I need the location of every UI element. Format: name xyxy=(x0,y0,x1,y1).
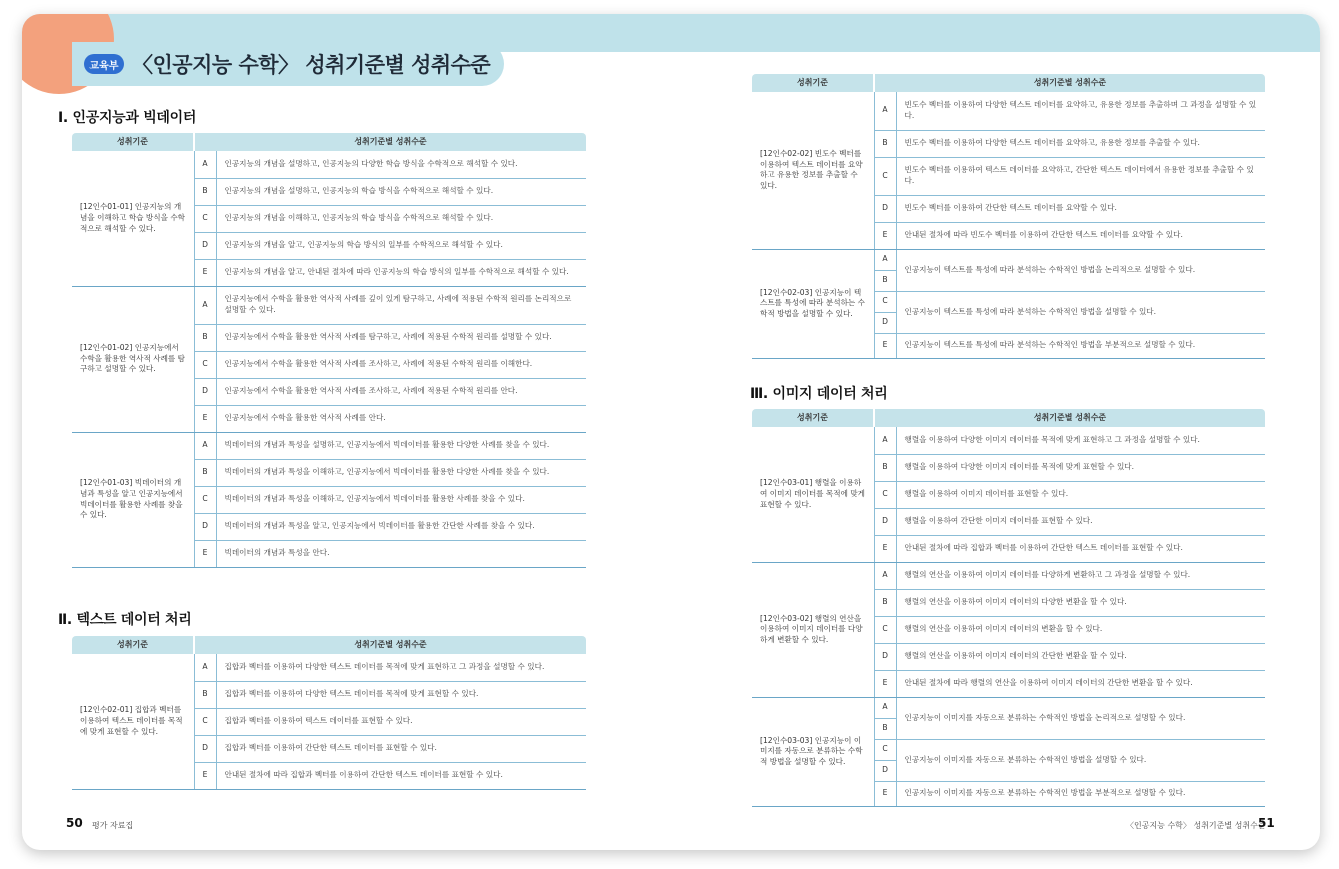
level-grade: E xyxy=(194,762,216,789)
level-grade: B xyxy=(194,681,216,708)
level-grade: E xyxy=(874,535,896,562)
level-grade: D xyxy=(194,513,216,540)
table-row xyxy=(752,697,1265,718)
level-description: 안내된 절차에 따라 집합과 벡터를 이용하여 간단한 텍스트 데이터를 표현할 수 있다. xyxy=(216,762,586,789)
level-description: 인공지능의 개념을 알고, 안내된 절차에 따라 인공지능의 학습 방식의 일부를 수학적으로 해석할 수 있다. xyxy=(216,259,586,286)
table-row xyxy=(72,432,586,459)
level-description: 인공지능의 개념을 설명하고, 인공지능의 다양한 학습 방식을 수학적으로 해석할 수 있다. xyxy=(216,151,586,178)
level-grade: A xyxy=(874,697,896,718)
level-grade: A xyxy=(874,92,896,130)
level-grade: B xyxy=(874,718,896,739)
level-description: 행렬의 연산을 이용하여 이미지 데이터의 간단한 변환을 할 수 있다. xyxy=(896,643,1265,670)
col-header-level: 성취기준별 성취수준 xyxy=(194,636,586,654)
level-grade: B xyxy=(874,589,896,616)
level-grade: B xyxy=(874,130,896,157)
level-description: 집합과 벡터를 이용하여 다양한 텍스트 데이터를 목적에 맞게 표현할 수 있다. xyxy=(216,681,586,708)
ministry-badge: 교육부 xyxy=(84,54,124,74)
col-header-level: 성취기준별 성취수준 xyxy=(194,133,586,151)
level-grade: C xyxy=(874,481,896,508)
col-header-level: 성취기준별 성취수준 xyxy=(874,409,1265,427)
level-description: 빅데이터의 개념과 특성을 이해하고, 인공지능에서 빅데이터를 활용한 사례를 찾을 수 있다. xyxy=(216,486,586,513)
table-row xyxy=(752,427,1265,454)
level-description: 빅데이터의 개념과 특성을 안다. xyxy=(216,540,586,567)
level-description: 빈도수 벡터를 이용하여 다양한 텍스트 데이터를 요약하고, 유용한 정보를 추출할 수 있다. xyxy=(896,130,1265,157)
standard-cell: [12인수03-02] 행렬의 연산을 이용하여 이미지 데이터를 다양하게 변환할 수 있다. xyxy=(752,562,874,697)
level-grade: E xyxy=(194,405,216,432)
level-grade: C xyxy=(194,351,216,378)
section-title-1: Ⅰ. 인공지능과 빅데이터 xyxy=(58,110,197,126)
table-section-3 xyxy=(752,409,1265,807)
level-description: 인공지능에서 수학을 활용한 역사적 사례를 조사하고, 사례에 적용된 수학적 원리를 이해한다. xyxy=(216,351,586,378)
level-description: 행렬을 이용하여 다양한 이미지 데이터를 목적에 맞게 표현할 수 있다. xyxy=(896,454,1265,481)
level-grade: A xyxy=(874,562,896,589)
level-description: 행렬의 연산을 이용하여 이미지 데이터의 다양한 변환을 할 수 있다. xyxy=(896,589,1265,616)
table-row xyxy=(72,286,586,324)
col-header-standard: 성취기준 xyxy=(72,636,194,654)
table-row xyxy=(752,92,1265,130)
level-description: 행렬의 연산을 이용하여 이미지 데이터를 다양하게 변환하고 그 과정을 설명할 수 있다. xyxy=(896,562,1265,589)
level-description: 행렬을 이용하여 간단한 이미지 데이터를 표현할 수 있다. xyxy=(896,508,1265,535)
level-description: 빅데이터의 개념과 특성을 이해하고, 인공지능에서 빅데이터를 활용한 다양한 사례를 찾을 수 있다. xyxy=(216,459,586,486)
level-description: 인공지능의 개념을 이해하고, 인공지능의 학습 방식을 수학적으로 해석할 수 있다. xyxy=(216,205,586,232)
table-section-2a xyxy=(72,636,586,790)
level-description: 인공지능에서 수학을 활용한 역사적 사례를 탐구하고, 사례에 적용된 수학적 원리를 설명할 수 있다. xyxy=(216,324,586,351)
level-grade: E xyxy=(874,333,896,358)
page-title: 〈인공지능 수학〉 성취기준별 성취수준 xyxy=(132,53,491,77)
level-grade: B xyxy=(874,454,896,481)
level-description: 인공지능의 개념을 설명하고, 인공지능의 학습 방식을 수학적으로 해석할 수 있다. xyxy=(216,178,586,205)
level-description: 행렬을 이용하여 이미지 데이터를 표현할 수 있다. xyxy=(896,481,1265,508)
level-description: 인공지능이 텍스트를 특성에 따라 분석하는 수학적인 방법을 설명할 수 있다. xyxy=(896,291,1265,333)
col-header-level: 성취기준별 성취수준 xyxy=(874,74,1265,92)
level-description: 인공지능이 텍스트를 특성에 따라 분석하는 수학적인 방법을 논리적으로 설명할 수 있다. xyxy=(896,249,1265,291)
level-grade: E xyxy=(194,259,216,286)
level-description: 집합과 벡터를 이용하여 다양한 텍스트 데이터를 목적에 맞게 표현하고 그 과정을 설명할 수 있다. xyxy=(216,654,586,681)
level-grade: E xyxy=(874,781,896,806)
level-grade: C xyxy=(194,205,216,232)
table-row xyxy=(72,151,586,178)
page-number-right: 51 xyxy=(1258,816,1275,830)
level-description: 집합과 벡터를 이용하여 텍스트 데이터를 표현할 수 있다. xyxy=(216,708,586,735)
level-grade: C xyxy=(874,739,896,760)
level-grade: C xyxy=(874,616,896,643)
footer-left-text: 평가 자료집 xyxy=(92,821,134,830)
level-grade: B xyxy=(194,178,216,205)
standard-cell: [12인수03-01] 행렬을 이용하여 이미지 데이터를 목적에 맞게 표현할 수 있다. xyxy=(752,427,874,562)
level-grade: D xyxy=(194,735,216,762)
level-grade: D xyxy=(194,378,216,405)
level-description: 인공지능의 개념을 알고, 인공지능의 학습 방식의 일부를 수학적으로 해석할 수 있다. xyxy=(216,232,586,259)
level-description: 인공지능이 텍스트를 특성에 따라 분석하는 수학적인 방법을 부분적으로 설명할 수 있다. xyxy=(896,333,1265,358)
standard-cell: [12인수01-01] 인공지능의 개념을 이해하고 학습 방식을 수학적으로 해석할 수 있다. xyxy=(72,151,194,286)
level-grade: D xyxy=(194,232,216,259)
footer-right-text: 〈인공지능 수학〉 성취기준별 성취수준 xyxy=(1126,821,1266,830)
section-title-3: Ⅲ. 이미지 데이터 처리 xyxy=(750,386,888,402)
level-grade: C xyxy=(194,486,216,513)
level-description: 빅데이터의 개념과 특성을 설명하고, 인공지능에서 빅데이터를 활용한 다양한 사례를 찾을 수 있다. xyxy=(216,432,586,459)
level-grade: E xyxy=(194,540,216,567)
level-description: 안내된 절차에 따라 집합과 벡터를 이용하여 간단한 텍스트 데이터를 표현할 수 있다. xyxy=(896,535,1265,562)
level-description: 빈도수 벡터를 이용하여 텍스트 데이터를 요약하고, 간단한 텍스트 데이터에서 유용한 정보를 추출할 수 있다. xyxy=(896,157,1265,195)
level-grade: D xyxy=(874,643,896,670)
level-description: 인공지능에서 수학을 활용한 역사적 사례를 깊이 있게 탐구하고, 사례에 적용된 수학적 원리를 논리적으로 설명할 수 있다. xyxy=(216,286,586,324)
level-description: 빈도수 벡터를 이용하여 다양한 텍스트 데이터를 요약하고, 유용한 정보를 추출하며 그 과정을 설명할 수 있다. xyxy=(896,92,1265,130)
level-description: 인공지능이 이미지를 자동으로 분류하는 수학적인 방법을 논리적으로 설명할 수 있다. xyxy=(896,697,1265,739)
level-grade: B xyxy=(874,270,896,291)
level-description: 인공지능이 이미지를 자동으로 분류하는 수학적인 방법을 설명할 수 있다. xyxy=(896,739,1265,781)
col-header-standard: 성취기준 xyxy=(72,133,194,151)
section-title-2: Ⅱ. 텍스트 데이터 처리 xyxy=(58,612,192,628)
level-grade: A xyxy=(874,427,896,454)
table-row xyxy=(752,562,1265,589)
level-description: 집합과 벡터를 이용하여 간단한 텍스트 데이터를 표현할 수 있다. xyxy=(216,735,586,762)
level-description: 인공지능이 이미지를 자동으로 분류하는 수학적인 방법을 부분적으로 설명할 수 있다. xyxy=(896,781,1265,806)
table-row xyxy=(752,249,1265,270)
standard-cell: [12인수03-03] 인공지능이 이미지를 자동으로 분류하는 수학적 방법을 설명할 수 있다. xyxy=(752,697,874,806)
level-description: 인공지능에서 수학을 활용한 역사적 사례를 안다. xyxy=(216,405,586,432)
title-banner xyxy=(72,42,504,86)
level-grade: B xyxy=(194,324,216,351)
level-description: 안내된 절차에 따라 빈도수 벡터를 이용하여 간단한 텍스트 데이터를 요약할 수 있다. xyxy=(896,222,1265,249)
col-header-standard: 성취기준 xyxy=(752,74,874,92)
level-grade: D xyxy=(874,760,896,781)
table-row xyxy=(72,654,586,681)
level-grade: A xyxy=(874,249,896,270)
standard-cell: [12인수02-03] 인공지능이 텍스트를 특성에 따라 분석하는 수학적 방법을 설명할 수 있다. xyxy=(752,249,874,358)
level-description: 행렬을 이용하여 다양한 이미지 데이터를 목적에 맞게 표현하고 그 과정을 설명할 수 있다. xyxy=(896,427,1265,454)
level-description: 빈도수 벡터를 이용하여 간단한 텍스트 데이터를 요약할 수 있다. xyxy=(896,195,1265,222)
level-description: 인공지능에서 수학을 활용한 역사적 사례를 조사하고, 사례에 적용된 수학적 원리를 안다. xyxy=(216,378,586,405)
level-grade: B xyxy=(194,459,216,486)
level-grade: A xyxy=(194,151,216,178)
level-grade: E xyxy=(874,670,896,697)
level-grade: A xyxy=(194,286,216,324)
level-grade: C xyxy=(874,157,896,195)
level-description: 행렬의 연산을 이용하여 이미지 데이터의 변환을 할 수 있다. xyxy=(896,616,1265,643)
level-grade: E xyxy=(874,222,896,249)
level-grade: A xyxy=(194,432,216,459)
level-grade: D xyxy=(874,312,896,333)
standard-cell: [12인수02-01] 집합과 벡터를 이용하여 텍스트 데이터를 목적에 맞게 표현할 수 있다. xyxy=(72,654,194,789)
standard-cell: [12인수01-02] 인공지능에서 수학을 활용한 역사적 사례를 탐구하고 설명할 수 있다. xyxy=(72,286,194,432)
level-grade: C xyxy=(194,708,216,735)
table-section-1 xyxy=(72,133,586,568)
level-grade: D xyxy=(874,508,896,535)
page-number-left: 50 xyxy=(66,816,83,830)
level-description: 빅데이터의 개념과 특성을 알고, 인공지능에서 빅데이터를 활용한 간단한 사례를 찾을 수 있다. xyxy=(216,513,586,540)
standard-cell: [12인수02-02] 빈도수 벡터를 이용하여 텍스트 데이터를 요약하고 유용한 정보를 추출할 수 있다. xyxy=(752,92,874,249)
level-description: 안내된 절차에 따라 행렬의 연산을 이용하여 이미지 데이터의 간단한 변환을 할 수 있다. xyxy=(896,670,1265,697)
level-grade: A xyxy=(194,654,216,681)
level-grade: D xyxy=(874,195,896,222)
table-section-2b xyxy=(752,74,1265,359)
standard-cell: [12인수01-03] 빅데이터의 개념과 특성을 알고 인공지능에서 빅데이터를 활용한 사례를 찾을 수 있다. xyxy=(72,432,194,567)
level-grade: C xyxy=(874,291,896,312)
col-header-standard: 성취기준 xyxy=(752,409,874,427)
